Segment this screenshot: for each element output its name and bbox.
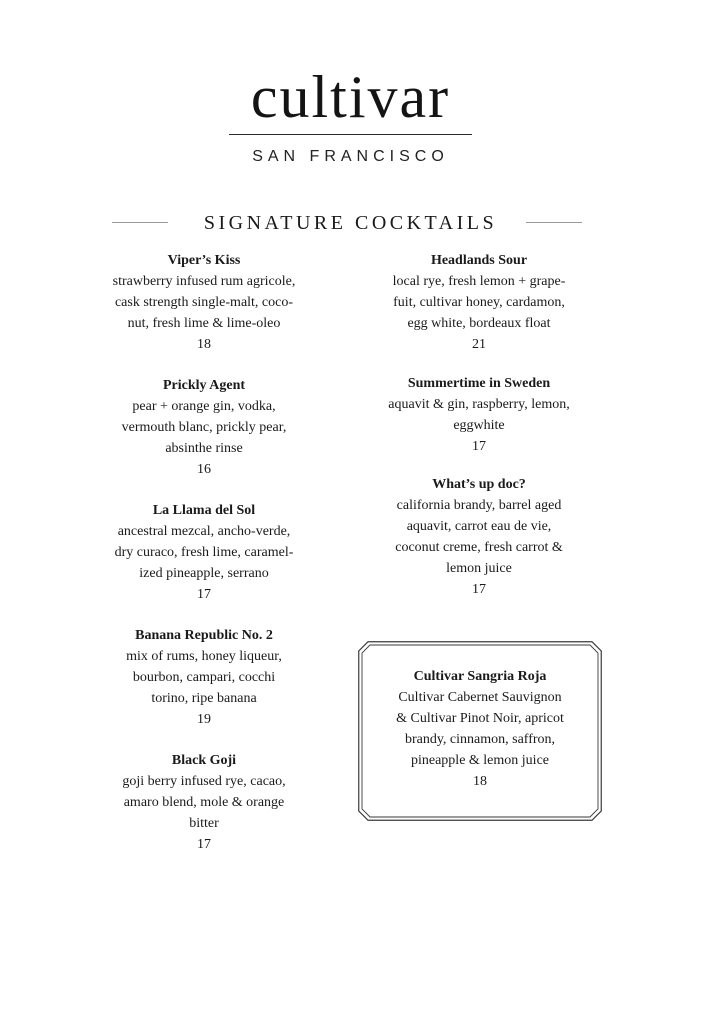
featured-item	[358, 666, 602, 792]
brand-location: SAN FRANCISCO	[252, 148, 449, 165]
left-cocktail-column	[88, 250, 320, 855]
item-description: Cultivar Cabernet Sauvignon & Cultivar Pinot Noir, apricot brandy, cinnamon, saffron, pineapple & lemon juice	[396, 690, 564, 768]
menu-item-whats-up-doc	[362, 474, 596, 600]
item-price: 18	[197, 337, 211, 352]
item-description: aquavit & gin, raspberry, lemon, eggwhite	[388, 397, 570, 433]
menu-item-headlands-sour	[362, 250, 596, 355]
item-name: Banana Republic No. 2	[135, 628, 273, 643]
section-title-rule-right	[526, 222, 582, 223]
item-price: 16	[197, 462, 211, 477]
item-name: Cultivar Sangria Roja	[413, 669, 547, 684]
logo-divider	[229, 134, 472, 135]
item-description: ancestral mezcal, ancho-verde, dry curaco, fresh lime, caramel- ized pineapple, serrano	[114, 524, 294, 581]
item-price: 21	[472, 337, 486, 352]
item-price: 17	[197, 837, 211, 852]
right-cocktail-column	[362, 250, 596, 600]
item-price: 17	[197, 587, 211, 602]
item-price: 19	[197, 712, 211, 727]
item-description: mix of rums, honey liqueur, bourbon, campari, cocchi torino, ripe banana	[126, 649, 282, 706]
menu-item-vipers-kiss	[88, 250, 320, 355]
item-price: 17	[472, 439, 486, 454]
item-description: strawberry infused rum agricole, cask strength single-malt, coco- nut, fresh lime & lime-oleo	[112, 274, 296, 331]
item-name: What’s up doc?	[432, 477, 526, 492]
item-name: La Llama del Sol	[152, 503, 256, 518]
item-description: california brandy, barrel aged aquavit, carrot eau de vie, coconut creme, fresh carrot & lemon juice	[395, 498, 563, 576]
menu-item-la-llama-del-sol	[88, 500, 320, 605]
menu-item-black-goji	[88, 750, 320, 855]
item-name: Summertime in Sweden	[407, 376, 551, 391]
item-price: 18	[473, 774, 487, 789]
item-description: pear + orange gin, vodka, vermouth blanc, prickly pear, absinthe rinse	[121, 399, 287, 456]
menu-item-summertime-in-sweden	[362, 373, 596, 457]
section-title: SIGNATURE COCKTAILS	[203, 212, 498, 234]
menu-item-banana-republic	[88, 625, 320, 730]
brand-logo: cultivar	[250, 64, 451, 130]
item-name: Black Goji	[171, 753, 237, 768]
featured-sangria-box	[358, 641, 602, 821]
menu-item-prickly-agent	[88, 375, 320, 480]
item-description: local rye, fresh lemon + grape- fuit, cultivar honey, cardamon, egg white, bordeaux float	[392, 274, 566, 331]
item-name: Viper’s Kiss	[167, 253, 241, 268]
item-name: Prickly Agent	[162, 378, 246, 393]
item-name: Headlands Sour	[430, 253, 528, 268]
item-price: 17	[472, 582, 486, 597]
item-description: goji berry infused rye, cacao, amaro blend, mole & orange bitter	[122, 774, 286, 831]
